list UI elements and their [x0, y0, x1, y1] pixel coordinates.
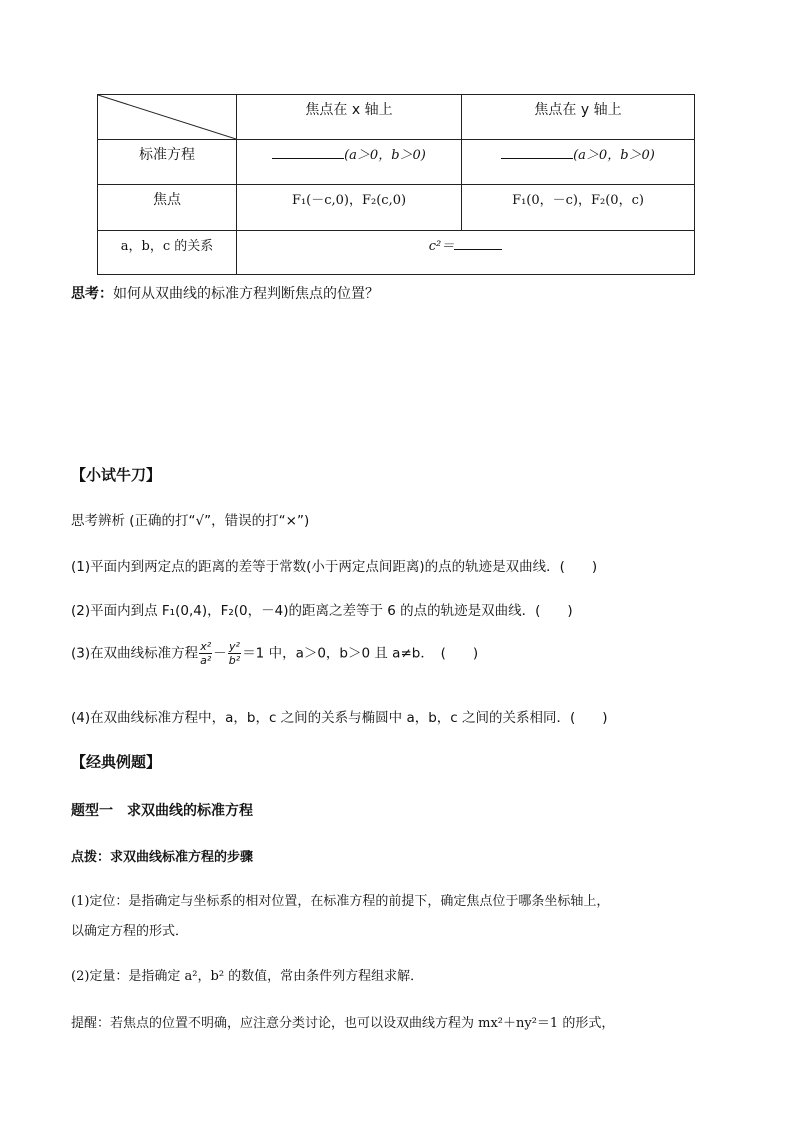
quiz-instructions: 思考辨析 (正确的打“√”，错误的打“×”): [71, 513, 310, 529]
diagonal-line-icon: [98, 95, 236, 139]
tip-step-1-line-1: (1)定位：是指确定与坐标系的相对位置，在标准方程的前提下，确定焦点位于哪条坐标轴上，: [71, 894, 610, 909]
focus-x: F₁(－c,0)，F₂(c,0): [237, 185, 462, 231]
quiz-item-4: (4)在双曲线标准方程中，a，b，c 之间的关系与椭圆中 a，b，c 之间的关系相同．( ): [71, 710, 608, 726]
reminder-text: 提醒：若焦点的位置不明确，应注意分类讨论，也可以设双曲线方程为 mx²＋ny²＝1 的形式，: [71, 1016, 615, 1031]
focus-y: F₁(0，－c)，F₂(0，c): [462, 185, 695, 231]
fraction-y2-b2: $\frac{\text{y²}}{\text{b²}}$: [228, 640, 241, 667]
diagonal-corner-cell: [98, 95, 237, 140]
section-heading-examples: 【经典例题】: [71, 753, 162, 771]
table-row: [98, 185, 695, 231]
header-focus-y: 焦点在 y 轴上: [462, 95, 695, 140]
hyperbola-table: [97, 94, 695, 275]
standard-equation-x: (a＞0，b＞0): [237, 140, 462, 185]
answer-blank: [501, 145, 573, 159]
header-focus-x: 焦点在 x 轴上: [237, 95, 462, 140]
abc-relation-value: c²＝: [237, 231, 695, 275]
section-heading-practice: 【小试牛刀】: [71, 466, 162, 484]
think-question: 思考：如何从双曲线的标准方程判断焦点的位置？: [71, 286, 379, 302]
table-row: [98, 140, 695, 185]
quiz-item-1: (1)平面内到两定点的距离的差等于常数(小于两定点间距离)的点的轨迹是双曲线．( ): [71, 559, 598, 575]
tip-step-2: (2)定量：是指确定 a²，b² 的数值，常由条件列方程组求解．: [71, 969, 424, 984]
tip-step-1-line-2: 以确定方程的形式．: [71, 924, 189, 939]
answer-blank: [272, 145, 344, 159]
standard-equation-y: (a＞0，b＞0): [462, 140, 695, 185]
row-label-abc-relation: a，b，c 的关系: [98, 231, 237, 275]
tip-title: 点拨：求双曲线标准方程的步骤: [71, 850, 254, 865]
table-row: [98, 95, 695, 140]
row-label-focus: 焦点: [98, 185, 237, 231]
answer-blank: [454, 236, 502, 250]
table-row: [98, 231, 695, 275]
example-type-heading: 题型一 求双曲线的标准方程: [71, 803, 253, 819]
quiz-item-2: (2)平面内到点 F₁(0,4)，F₂(0，－4)的距离之差等于 6 的点的轨迹是双曲线．( ): [71, 603, 573, 619]
quiz-item-3: (3)在双曲线标准方程 $\frac{\text{x²}}{\text{a²}}$ － $\frac{\text{y²}}{\text{b²}}$ ＝1 中，a＞0，b＞0 且 a≠b． ( ): [71, 640, 479, 667]
row-label-standard-equation: 标准方程: [98, 140, 237, 185]
fraction-x2-a2: $\frac{\text{x²}}{\text{a²}}$: [200, 640, 212, 667]
